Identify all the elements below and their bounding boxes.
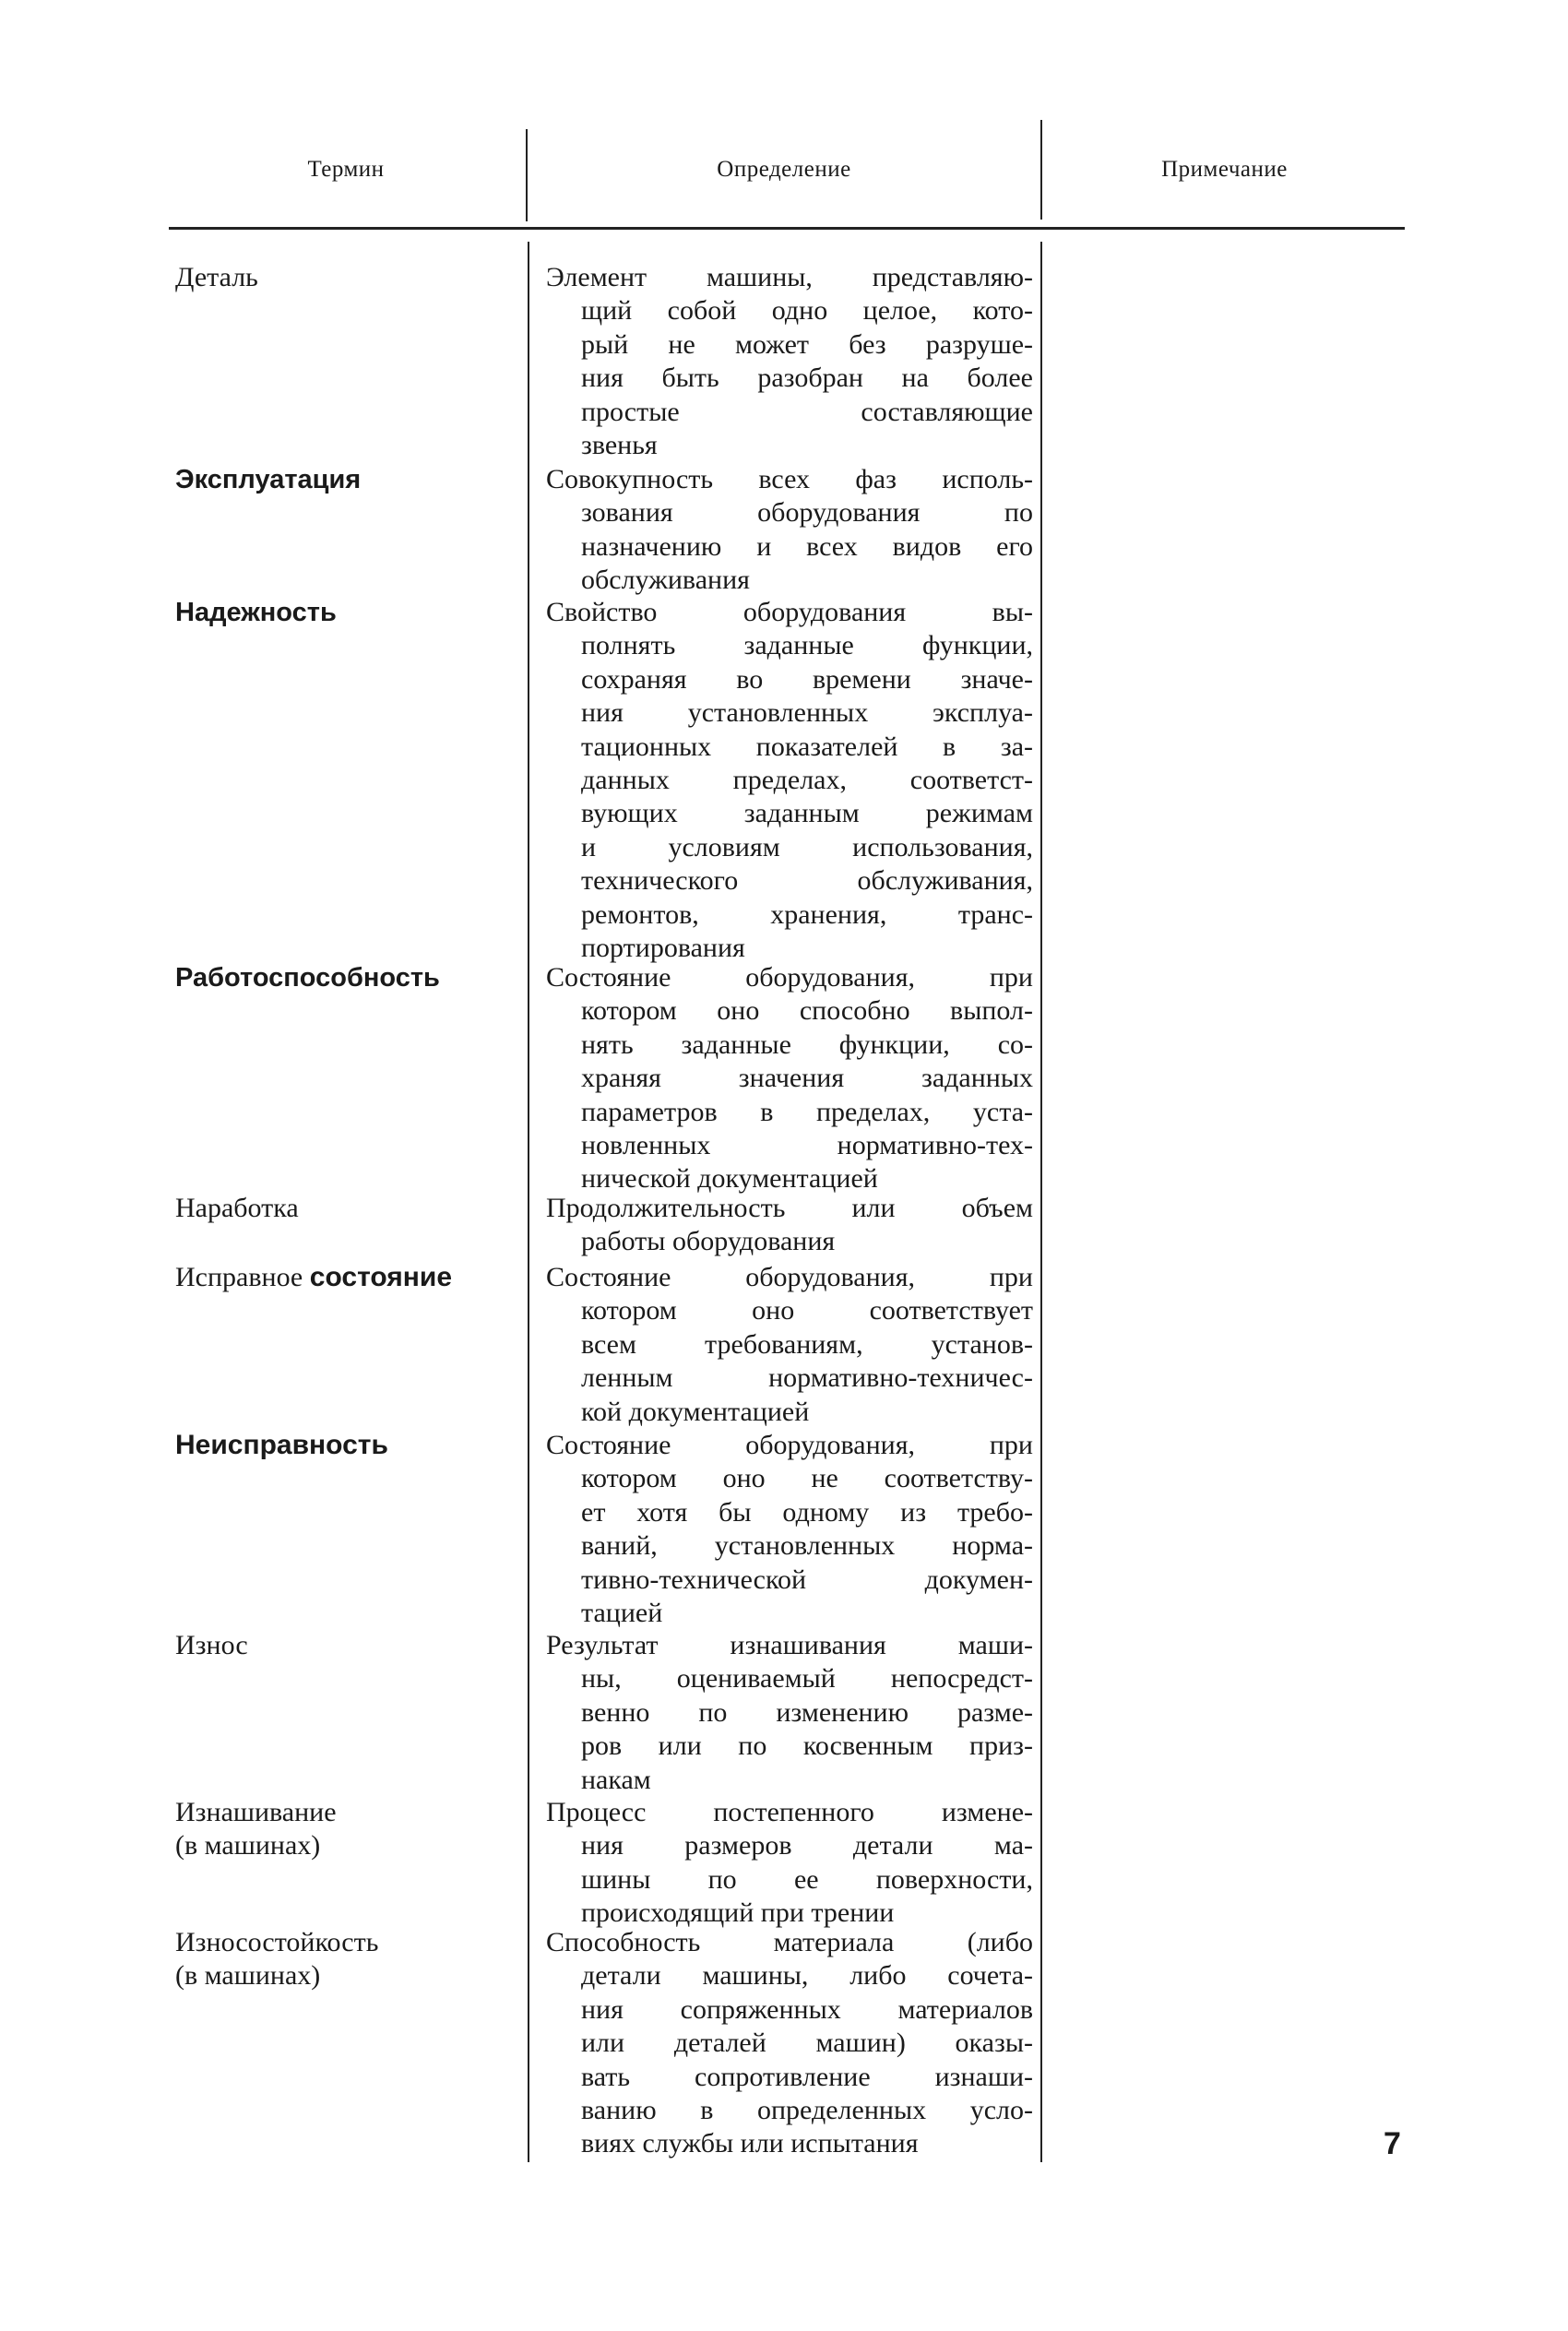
definition-line: котором оно не соответству- — [581, 1463, 1033, 1494]
definition-cell — [546, 1796, 1033, 1931]
definition-line: вующих заданным режимам — [581, 798, 1033, 829]
definition-line: котором оно соответствует — [581, 1295, 1033, 1326]
term-cell: Надежность — [175, 598, 337, 627]
definition-line: вать сопротивление изнаши- — [581, 2061, 1033, 2092]
definition-line: простые составляющие — [581, 396, 1033, 427]
definition-line: параметров в пределах, уста- — [581, 1096, 1033, 1127]
definition-line: Результат изнашивания маши- — [546, 1630, 1033, 1660]
definition-line: данных пределах, соответст- — [581, 764, 1033, 795]
term-cell: Эксплуатация — [175, 465, 362, 494]
term-cell: Износ — [175, 1630, 248, 1660]
definition-line: и условиям использования, — [581, 831, 1033, 862]
definition-line: Продолжительность или объем — [546, 1193, 1033, 1223]
definition-line: Совокупность всех фаз исполь- — [546, 464, 1033, 494]
page-number: 7 — [1384, 2126, 1401, 2161]
header-note: Примечание — [1161, 157, 1288, 182]
term-cell: Изнашивание (в машинах) — [175, 1797, 337, 1861]
definition-cell — [546, 1629, 1033, 1797]
definition-line: ваний, установленных норма- — [581, 1530, 1033, 1562]
definition-line: работы оборудования — [581, 1226, 836, 1257]
definition-line: или деталей машин) оказы- — [581, 2028, 1033, 2059]
definition-line: нической документацией — [581, 1163, 878, 1195]
definition-cell — [546, 961, 1033, 1196]
definition-line: технического обслуживания, — [581, 865, 1033, 897]
definition-line: накам — [581, 1764, 651, 1795]
definition-line: шины по ее поверхности, — [581, 1863, 1033, 1895]
definition-line: котором оно способно выпол- — [581, 995, 1033, 1027]
term-cell: Деталь — [175, 262, 258, 292]
definition-cell — [546, 463, 1033, 598]
term-cell: Износостойкость (в машинах) — [175, 1927, 379, 1991]
definition-line: Свойство оборудования вы- — [546, 597, 1033, 627]
header-definition: Определение — [717, 157, 851, 182]
definition-line: венно по изменению разме- — [581, 1696, 1033, 1728]
definition-line: щий собой одно целое, кото- — [581, 295, 1033, 327]
term-cell — [175, 1261, 526, 1294]
term-part: исправность — [210, 1430, 388, 1460]
term-part: Исправное — [175, 1262, 303, 1292]
definition-line: всем требованиям, установ- — [581, 1328, 1033, 1360]
definition-line: портирования — [581, 932, 745, 963]
definition-line: ров или по косвенным приз- — [581, 1730, 1033, 1762]
definition-line: звенья — [581, 429, 658, 460]
definition-line: рый не может без разруше- — [581, 328, 1033, 360]
definition-line: тацией — [581, 1597, 663, 1628]
definition-line: обслуживания — [581, 565, 750, 596]
definition-line: тивно-технической докумен- — [581, 1564, 1033, 1595]
term-cell: Наработка — [175, 1193, 299, 1223]
definition-line: ремонтов, хранения, транс- — [581, 898, 1033, 930]
definition-line: Способность материала (либо — [546, 1927, 1033, 1957]
definition-line: ленным нормативно-техничес- — [581, 1362, 1033, 1394]
header-term: Термин — [307, 157, 385, 182]
term-cell: Работоспособность — [175, 963, 440, 993]
term-cell — [175, 1429, 526, 1462]
definition-line: детали машины, либо сочета- — [581, 1960, 1033, 1992]
header-rule — [169, 227, 1405, 230]
definition-line: Процесс постепенного измене- — [546, 1797, 1033, 1827]
definition-line: происходящий при трении — [581, 1897, 895, 1929]
definition-line: ния сопряженных материалов — [581, 1993, 1033, 2025]
definition-line: кой документацией — [581, 1396, 810, 1427]
term-part-bold: Не — [175, 1430, 211, 1460]
definition-line: Состояние оборудования, при — [546, 1262, 1033, 1292]
definition-line: зования оборудования по — [581, 497, 1033, 529]
definition-cell — [546, 596, 1033, 965]
definition-cell — [546, 261, 1033, 462]
definition-line: полнять заданные функции, — [581, 630, 1033, 661]
definition-line: ны, оцениваемый непосредст- — [581, 1663, 1033, 1695]
header-divider-right — [1040, 120, 1042, 220]
definition-line: Элемент машины, представляю- — [546, 262, 1033, 292]
definition-line: сохраняя во времени значе- — [581, 663, 1033, 695]
definition-cell — [546, 1261, 1033, 1429]
definition-line: ния размеров детали ма- — [581, 1830, 1033, 1861]
header-divider-left — [526, 129, 528, 221]
definition-cell — [546, 1192, 1033, 1259]
definition-line: храняя значения заданных — [581, 1063, 1033, 1094]
body-divider-right — [1040, 242, 1042, 2162]
definition-cell — [546, 1429, 1033, 1630]
term-part-bold: состояние — [309, 1262, 453, 1292]
definition-cell — [546, 1926, 1033, 2161]
definition-line: назначению и всех видов его — [581, 530, 1033, 562]
definition-line: тационных показателей в за- — [581, 731, 1033, 762]
definition-line: Состояние оборудования, при — [546, 1430, 1033, 1460]
definition-line: ния быть разобран на более — [581, 363, 1033, 394]
definition-line: новленных нормативно-тех- — [581, 1129, 1033, 1160]
body-divider-left — [528, 242, 529, 2162]
definition-line: Состояние оборудования, при — [546, 962, 1033, 993]
definition-line: ния установленных эксплуа- — [581, 697, 1033, 729]
definition-line: ет хотя бы одному из требо- — [581, 1496, 1033, 1528]
definition-line: нять заданные функции, со- — [581, 1029, 1033, 1060]
definition-line: ванию в определенных усло- — [581, 2094, 1033, 2125]
definition-line: виях службы или испытания — [581, 2128, 919, 2159]
